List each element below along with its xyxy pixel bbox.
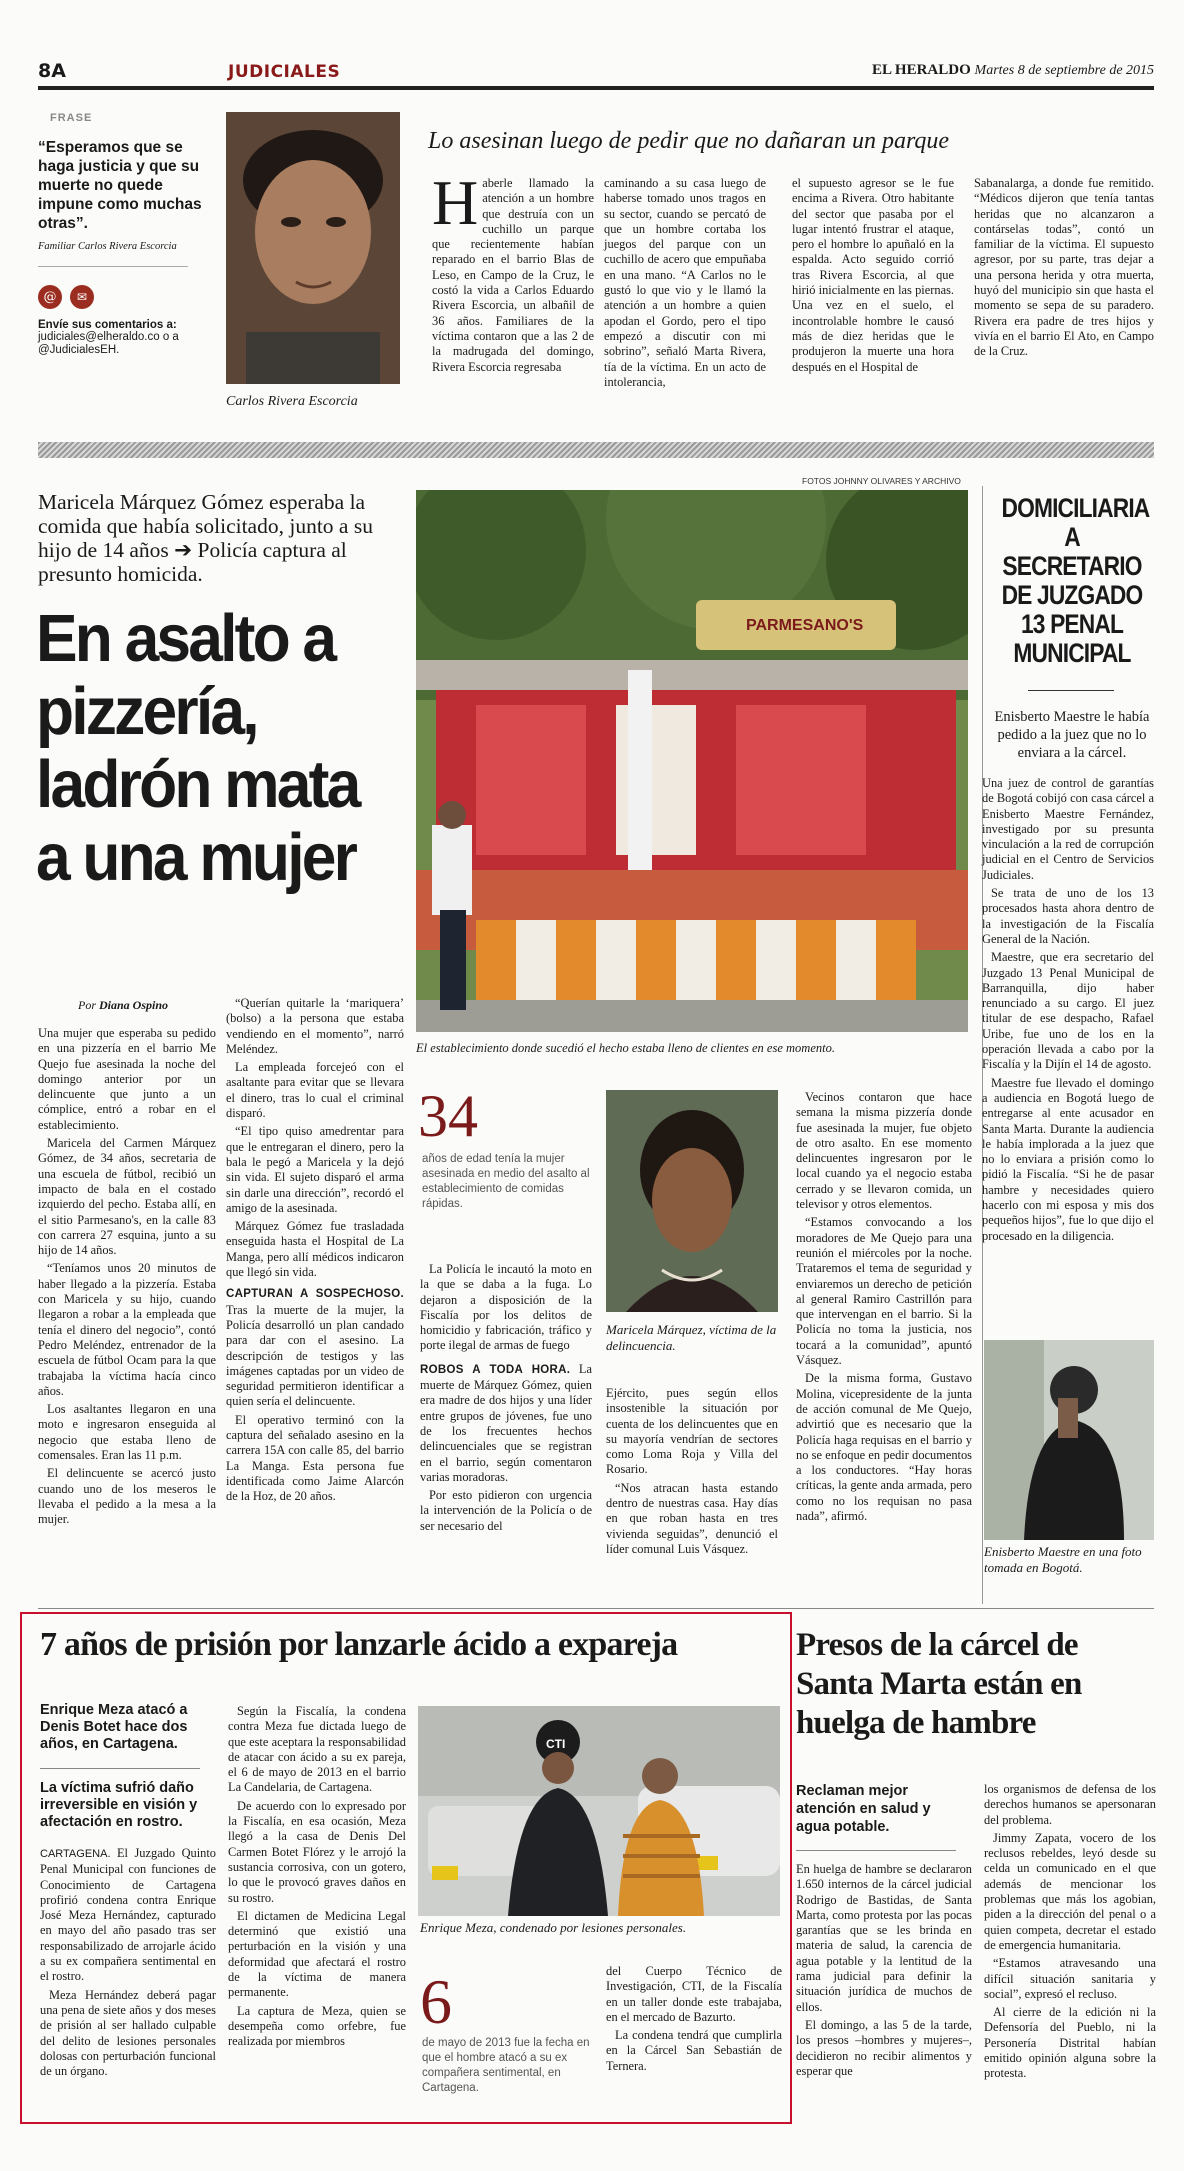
mail-icon: ✉ [70,285,94,309]
story3-c2-p2: De acuerdo con lo expresado por la Fiscalía, en esa ocasión, Meza llegó a la casa de Denis Del Carmen Botet Flórez y le arrojó la sustancia corrosiva, con un gotero, lo que le provocó graves daños en su rostro. [228,1798,406,1905]
story3-headline: 7 años de prisión por lanzarle ácido a expareja [40,1626,678,1663]
story2-c2-p5-text: Tras la muerte de la mujer, la Policía desarrolló un plan candado para dar con el asesino. La descripción de testigos y las imágenes captadas por un video de seguridad permitieron identificar a quien sería el delincuente. [226,1302,404,1409]
story2-c1-p1: Una mujer que esperaba su pedido en una pizzería en el barrio Me Quejo fue asesinada la noche del domingo anterior por un delincuente que junto a un cómplice, entró a robar en el establecimiento. [38,1026,216,1132]
story2-c1-p5: El delincuente se acercó justo cuando uno de los meseros le llevaba el pedido a la mesa a la mujer. [38,1466,216,1527]
photo-credit: FOTOS JOHNNY OLIVARES Y ARCHIVO [802,476,961,486]
sidebar-body [982,776,1154,1247]
sub-capturan: CAPTURAN A SOSPECHOSO. [226,1288,404,1301]
story3-col1 [40,1846,216,2082]
sidebar-p3: Maestre, que era secretario del Juzgado 13 Penal Municipal de Barranquilla, dijo haber renunciado a su cargo. El juez titular de ese despacho, Rafael Uribe, fue uno de los en la operación llevada a cabo por la Fiscalía y la Dijín el 14 de agosto. [982,950,1154,1072]
mid-rule [38,1608,1154,1609]
victim-face [226,112,400,384]
page-date: Martes 8 de septiembre de 2015 [974,63,1155,78]
story2-c5-p2: “Estamos convocando a los moradores de Me Quejo para una reunión el miércoles por la noche. Trataremos el tema de seguridad y enviaremos un derecho de petición al general Ramiro Castrillón para que intervengan en el barrio. Si la Policía no toma la justicia, nos tocará a la comunidad”, apuntó Vásquez. [796,1215,972,1368]
story3-c3-p2: La condena tendrá que cumplirla en la Cárcel San Sebastián de Ternera. [606,2028,782,2073]
story2-c2-p6: El operativo terminó con la captura del señalado asesino en la carrera 15A con calle 85, del barrio La Manga. Esta persona fue identificada como Jaime Alarcón de la Hoz, de 20 años. [226,1412,404,1504]
byline-prefix: Por [78,998,96,1012]
frase-label: FRASE [50,112,93,124]
story2-c2-p3: “El tipo quiso amedrentar para que le entregaran el dinero, pero la bala le pegó a Maricela y la dejó sin vida. El sujeto disparó el arma sin darle una dirección”, recordó el amigo de la asesinada. [226,1124,404,1215]
story2-col1 [38,1026,216,1531]
story2-c3-p1: La Policía le incautó la moto en la que se daba a la fuga. Lo dejaron a disposición de la Fiscalía por los delitos de homicidio y fabricación, tráfico y porte ilegal de armas de fuego [420,1262,592,1353]
at-icon: @ [38,285,62,309]
story3-col3 [606,1964,782,2077]
story2-col2 [226,996,404,1508]
dateline: CARTAGENA. [40,1848,111,1860]
sub-robos: ROBOS A TODA HORA. [420,1363,571,1376]
story3-c1-p1-text: El Juzgado Quinto Penal Municipal con funciones de Conocimiento de Cartagena profirió condena contra Enrique José Meza Hernández, capturado en mayo del año pasado tras ser responsabilizado de arrojarle ácido a su ex compañera sentimental en el rostro. [40,1846,216,1984]
sidebar-headline: DOMICILIARIA A SECRETARIO DE JUZGADO 13 PENAL MUNICIPAL [1001,493,1150,668]
story4-deck-divider [796,1850,956,1851]
quote-text: “Esperamos que se haga justicia y que su muerte no quede impune como muchas otras”. [38,139,202,232]
contact-icons [38,285,214,309]
pizzeria-photo-caption: El establecimiento donde sucedió el hecho estaba lleno de clientes en ese momento. [416,1041,835,1055]
fact-6-number: 6 [420,1966,452,2037]
story3-deck1: Enrique Meza atacó a Denis Botet hace dos años, en Cartagena. [40,1702,188,1752]
maestre-figure [984,1340,1154,1540]
victim2-photo [606,1090,778,1312]
header-rule [38,86,1154,90]
story2-col5 [796,1090,972,1527]
story3-c2-p4: La captura de Meza, quien se desempeña como orfebre, fue realizada por miembros [228,2003,406,2049]
section-divider [38,442,1154,458]
story3-c1-p1 [40,1846,216,1985]
story2-c1-p4: Los asaltantes llegaron en una moto e ingresaron enseguida al negocio que estaba lleno de comensales. Eran las 11 p.m. [38,1402,216,1463]
fact-34-number: 34 [418,1083,478,1149]
cti-scene [418,1706,780,1916]
story1-text-1: aberle llamado la atención a un hombre que destruía con un cuchillo un parque que recientemente habían reparado en el barrio Blas de Leso, en Campo de la Cruz, le costó la vida a Carlos Eduardo Rivera Escorcia, un albañil de 36 años. Familiares de la víctima contaron que a las 2 de la madrugada del domingo, Rivera Escorcia regresaba [432,176,594,374]
contact-address: judiciales@elheraldo.co o a @JudicialesEH. [38,331,179,356]
story3-c2-p1: Según la Fiscalía, la condena contra Meza fue dictada luego de que este aceptara la responsabilidad de atacar con ácido a su ex pareja, el 6 de mayo de 2013 en el barrio La Candelaria, de Cartagena. [228,1704,406,1795]
sidebar-divider [1028,690,1114,691]
section-name: JUDICIALES [228,62,341,82]
quote-source: Familiar Carlos Rivera Escorcia [38,241,177,252]
page-number: 8A [38,60,66,82]
sidebar-p1: Una juez de control de garantías de Bogotá cobijó con casa cárcel a Enisberto Maestre Fernández, investigado por su presunta vinculación a la red de corrupción judicial en el Centro de Servicios Judiciales. [982,776,1154,882]
story2-deck: Maricela Márquez Gómez esperaba la comida que había solicitado, junto a su hijo de 14 años ➔ Policía captura al presunto homicida. [38,490,373,586]
story2-c1-p2: Maricela del Carmen Márquez Gómez, de 34 años, secretaria de una escuela de fútbol, recibió un impacto de bala en el costado izquierdo del pecho. Estaba allí, en el sitio Parmesano's, en la calle 83 con carrera 27 esquina, junto a su hijo de 14 años. [38,1136,216,1258]
story1-col1 [432,167,594,378]
story3-deck-divider [40,1768,200,1769]
maestre-photo-caption: Enisberto Maestre en una foto tomada en Bogotá. [984,1544,1142,1575]
victim-photo [226,112,400,384]
story3-deck2: La víctima sufrió daño irreversible en visión y afectación en rostro. [40,1780,198,1830]
story2-c3-p3: Por esto pidieron con urgencia la intervención de la Policía o de ser necesario del [420,1488,592,1533]
story4-c2-p2: Jimmy Zapata, vocero de los reclusos rebeldes, leyó desde su celda un comunicado en el que además de mencionar los problemas que más los agobian, piden a la dirección del penal o a quien competa, decretar el estado de emergencia humanitaria. [984,1830,1156,1952]
sidebar-p4: Maestre fue llevado el domingo a audiencia en Bogotá luego de entregarse al ente acusador en Santa Marta. Durante la audiencia le había implorada a la juez que no lo enviara a prisión como lo pidió la Fiscalía. “Si he de pasar hambre y necesidades quiero hacerlo con mi esposa y mis dos pequeños hijos”, fue lo que dijo el procesado en la diligencia. [982,1075,1154,1243]
quote-divider [38,266,188,267]
maestre-photo [984,1340,1154,1540]
story2-col4 [606,1386,778,1560]
pizzeria-scene [416,490,968,1032]
story2-c2-p2: La empleada forcejeó con el asaltante para evitar que se llevara el dinero, tras lo cual el criminal disparó. [226,1060,404,1121]
quote-box [38,112,214,412]
story2-col3 [420,1262,592,1537]
story4-deck: Reclaman mejor atención en salud y agua potable. [796,1783,931,1835]
cti-cap-label: CTI [546,1737,566,1751]
story2-c4-p1: Ejército, pues según ellos insostenible la situación por cuenta de los delincuentes que en su mayoría vendrían de sectores como Loma Roja y Villa del Rosario. [606,1386,778,1477]
story4-c1-p1: En huelga de hambre se declararon 1.650 internos de la cárcel judicial Rodrigo de Bastidas, de Santa Marta, como protesta por las pocas garantías que se les brinda en materia de salud, la carencia de agua potable y la lentitud de la rama judicial para definir la situación jurídica de muchos de ellos. [796,1862,972,2014]
contact-label: Envíe sus comentarios a: [38,319,177,331]
fact-34-text: años de edad tenía la mujer asesinada en medio del asalto al establecimiento de comidas rápidas. [422,1153,590,1210]
dropcap: H [432,167,479,238]
shop-sign: PARMESANO'S [746,617,864,634]
story2-c5-p3: De la misma forma, Gustavo Molina, vicepresidente de la junta de acción comunal de Me Quejo, advirtió que es necesario que la Policía haga requisas en el barrio y no se enfoque en pedir documentos a los conductores. “Hay horas críticas, la gente anda armada, pero como no los requisan no pasa nada”, afirmó. [796,1371,972,1524]
story4-c1-p2: El domingo, a las 5 de la tarde, los presos –hombres y mujeres–, decidieron no recibir alimentos y esperar que [796,2017,972,2078]
story3-c3-p1: del Cuerpo Técnico de Investigación, CTI, de la Fiscalía en un taller donde este trabajaba, en el mercado de Bazurto. [606,1964,782,2024]
story2-c2-p4: Márquez Gómez fue trasladada enseguida hasta el Hospital de La Manga, pero allí médicos indicaron que llegó sin vida. [226,1219,404,1280]
story4-c2-p4: Al cierre de la edición ni la Defensoría del Pueblo, ni la Personería Distrital habían emitido opinión alguna sobre la protesta. [984,2005,1156,2081]
pizzeria-photo [416,490,968,1032]
story2-headline: En asalto a pizzería, ladrón mata a una mujer [36,601,359,895]
story2-c3-p2 [420,1362,592,1485]
story3-c2-p3: El dictamen de Medicina Legal determinó que existió una perturbación en la visión y una deformidad que afectará el rostro de la víctima de manera permanente. [228,1908,406,2000]
story2-c4-p2: “Nos atracan hasta estando dentro de nuestras casa. Hay días en que roban hasta en tres vivienda seguidas”, denunció el líder comunal Luis Vásquez. [606,1480,778,1556]
victim2-face [606,1090,778,1312]
cti-photo-caption: Enrique Meza, condenado por lesiones personales. [420,1920,687,1935]
paper-title: EL HERALDO [872,62,971,78]
victim2-photo-caption: Maricela Márquez, víctima de la delincuencia. [606,1322,777,1353]
paper-name [872,62,1154,79]
victim-photo-caption: Carlos Rivera Escorcia [226,394,358,409]
story4-c2-p1: los organismos de defensa de los derechos humanos se apersonaran del problema. [984,1782,1156,1827]
story2-c2-p5 [226,1286,404,1409]
story2-c2-p1: “Querían quitarle la ‘mariquera’ (bolso) a la persona que estaba vendiendo en el momento”, narró Meléndez. [226,996,404,1056]
byline [78,998,168,1013]
story3-col2 [228,1704,406,2053]
byline-author: Diana Ospino [99,998,169,1012]
story2-c5-p1: Vecinos contaron que hace semana la misma pizzería donde fue asesinada la mujer, fue objeto de otro asalto. En ese momento delincuentes ingresaron por le local cuando ya el negocio estaba cerrado y se llevaron comida, un televisor y otros elementos. [796,1090,972,1212]
story4-col1 [796,1862,972,2082]
story2-c3-p2-text: La muerte de Márquez Gómez, quien era madre de dos hijos y una líder entre grupos de jóvenes, fue uno de los frecuentes hechos delincuenciales que se registran en el barrio, según comentaron varias moradoras. [420,1361,592,1484]
story3-c1-p2: Meza Hernández deberá pagar una pena de siete años y dos meses de prisión al ser hallado culpable del delito de lesiones personales dolosas con perturbación funcional de un órgano. [40,1987,216,2079]
story1-text-2: caminando a su casa luego de haberse tomado unos tragos en su sector, cuando se percató de que un hombre cortaba los juegos del parque con un cuchillo de acero que empuñaba en una mano. “A Carlos no le gustó lo que vio y le llamó la atención a un hombre a quien apodan el Gordo, pero el tipo empezó a discutir con mi sobrino”, señaló Marta Rivera, tía de la víctima. En un acto de intolerancia, [604,176,766,389]
story2-c1-p3: “Teníamos unos 20 minutos de haber llegado a la pizzería. Estaba con Maricela y su hijo, cuando llegaron a robar a la empleada que tenía el dinero del negocio”, contó Pedro Meléndez, entrenador de la escuela de fútbol Ocam para la que trabajaba la víctima hacía cinco años. [38,1261,216,1398]
sidebar-deck: Enisberto Maestre le había pedido a la juez que no lo enviara a la cárcel. [994,709,1150,761]
story4-c2-p3: “Estamos atravesando una difícil situación sanitaria y social”, expresó el recluso. [984,1956,1156,2001]
story1-headline: Lo asesinan luego de pedir que no dañaran un parque [428,128,950,154]
story1-text-4: Sabanalarga, a donde fue remitido. “Médicos dijeron que tenía tantas heridas que no alcanzaron a contárselas todas”, contó un familiar de la víctima. El supuesto agresor, por su parte, tras dejar a una persona herida y otra muerta, huyó del municipio sin que hasta el momento se sepa de su paradero. Rivera era padre de tres hijos y vivía en el barrio El Ato, en Campo de la Cruz. [974,176,1154,359]
story4-headline: Presos de la cárcel de Santa Marta están en huelga de hambre [796,1627,1082,1741]
cti-photo [418,1706,780,1916]
story4-col2 [984,1782,1156,2085]
sidebar-p2: Se trata de uno de los 13 procesados hasta ahora dentro de la investigación de la Fiscalía General de la Nación. [982,886,1154,946]
fact-6-text: de mayo de 2013 fue la fecha en que el hombre atacó a su ex compañera sentimental, en Cartagena. [422,2037,590,2094]
story1-text-3: el supuesto agresor se le fue encima a Rivera. Otro habitante del sector que pasaba por el lugar intentó frustrar el ataque, pero el hombre lo apuñaló en la espalda. Acto seguido corrió tras Rivera Escorcia, al que hirió inicialmente en las piernas. Una vez en el suelo, el incontrolable hombre le causó más de diez heridas que le produjeron la muerte una hora después en el Hospital de [792,176,954,374]
